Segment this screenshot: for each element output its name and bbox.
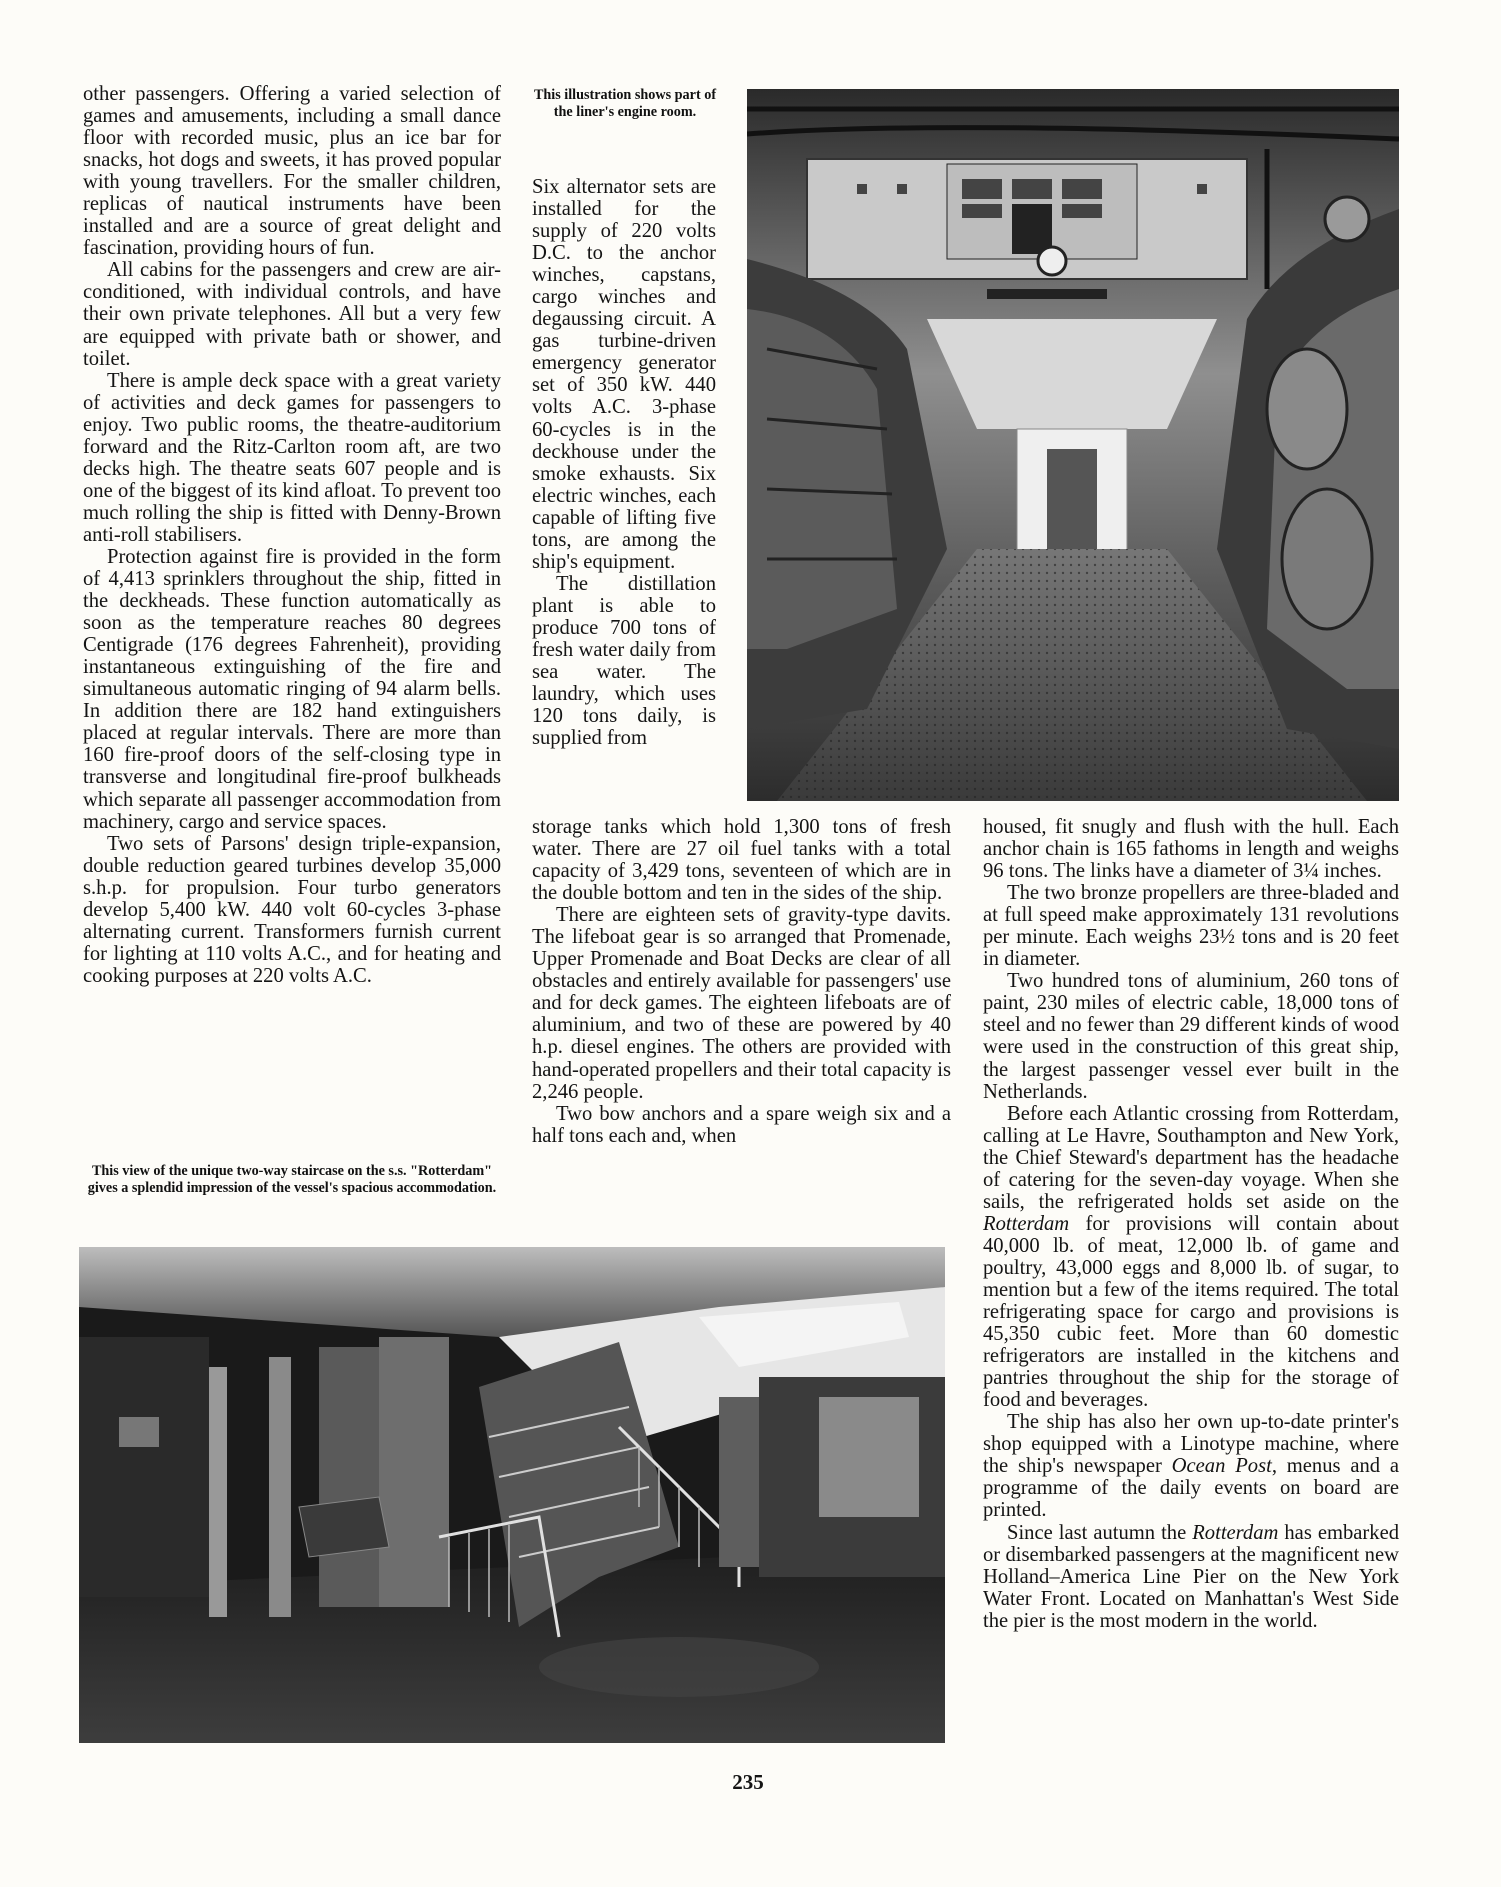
paragraph: The ship has also her own up-to-date printer's shop equipped with a Linotype machine, where the ship's newspaper Ocean Post, menus and a programme of the daily events on board are printed. (983, 1411, 1399, 1522)
paragraph: The two bronze propellers are three-bladed and at full speed make approximately 131 revolutions per minute. Each weighs 23½ tons and is 20 feet in diameter. (983, 882, 1399, 971)
paragraph: Six alternator sets are installed for the supply of 220 volts D.C. to the anchor winches, capstans, cargo winches and degaussing circuit. A gas turbine-driven emergency generator set of 350 kW. 440 volts A.C. 3-phase 60-cycles is in the deckhouse under the smoke exhausts. Six electric winches, each capable of lifting five tons, are among the ship's equipment. (532, 176, 716, 573)
column-2-wide (532, 816, 951, 1147)
paragraph: The distillation plant is able to produce 700 tons of fresh water daily from sea water. The laundry, which uses 120 tons daily, is supplied from (532, 572, 716, 750)
paragraph: Before each Atlantic crossing from Rotterdam, calling at Le Havre, Southampton and New York, the Chief Steward's department has the headache of catering for the seven-day voyage. When she sails, the refrigerated holds set aside on the Rotterdam for provisions will contain about 40,000 lb. of meat, 12,000 lb. of game and poultry, 43,000 eggs and 8,000 lb. of sugar, to mention but a few of the items required. The total refrigerating space for cargo and provisions is 45,350 cubic feet. More than 60 domestic refrigerators are installed in the kitchens and pantries throughout the ship for the storage of food and beverages. (983, 1102, 1399, 1412)
paragraph: There is ample deck space with a great variety of activities and deck games for passengers to enjoy. Two public rooms, the theatre-auditorium forward and the Ritz-Carlton room aft, are two decks high. The theatre seats 607 people and is one of the biggest of its kind afloat. To prevent too much rolling the ship is fitted with Denny-Brown anti-roll stabilisers. (83, 369, 501, 546)
column-3 (983, 816, 1399, 1632)
staircase-caption: This view of the unique two-way staircase on the s.s. "Rotterdam" gives a splendid impression of the vessel's spacious accommodation. (87, 1163, 497, 1196)
paragraph: Protection against fire is provided in the form of 4,413 sprinklers throughout the ship, fitted in the deckheads. These function automatically as soon as the temperature reaches 80 degrees Centigrade (176 degrees Fahrenheit), providing instantaneous extinguishing of the fire and simultaneous automatic ringing of 94 alarm bells. In addition there are 182 hand extinguishers placed at regular intervals. There are more than 160 fire-proof doors of the self-closing type in transverse and longitudinal fire-proof bulkheads which separate all passenger accommodation from machinery, cargo and service spaces. (83, 545, 501, 833)
paragraph: All cabins for the passengers and crew are air-conditioned, with individual controls, and have their own private telephones. All but a very few are equipped with private bath or shower, and toilet. (83, 259, 501, 370)
engine-room-photo (747, 89, 1399, 801)
engine-room-caption: This illustration shows part of the liner's engine room. (533, 87, 717, 120)
paragraph: Two hundred tons of aluminium, 260 tons of paint, 230 miles of electric cable, 18,000 tons of steel and no fewer than 29 different kinds of wood were used in the construction of this great ship, the largest passenger vessel ever built in the Netherlands. (983, 970, 1399, 1103)
paragraph: other passengers. Offering a varied selection of games and amusements, including a small dance floor with recorded music, plus an ice bar for snacks, hot dogs and sweets, it has proved popular with young travellers. For the smaller children, replicas of nautical instruments have been installed and are a source of great delight and fascination, providing hours of fun. (83, 83, 501, 260)
paragraph: There are eighteen sets of gravity-type davits. The lifeboat gear is so arranged that Promenade, Upper Promenade and Boat Decks are clear of all obstacles and entirely available for passengers' use and for deck games. The eighteen lifeboats are of aluminium, and two of these are powered by 40 h.p. diesel engines. The others are provided with hand-operated propellers and their total capacity is 2,246 people. (532, 904, 951, 1103)
staircase-photo (79, 1247, 945, 1743)
column-2-narrow (532, 176, 716, 749)
paragraph: Two sets of Parsons' design triple-expansion, double reduction geared turbines develop 35,000 s.h.p. for propulsion. Four turbo generators develop 5,400 kW. 440 volt 60-cycles 3-phase alternating current. Transformers furnish current for lighting at 110 volts A.C., and for heating and cooking purposes at 220 volts A.C. (83, 832, 501, 987)
paragraph: housed, fit snugly and flush with the hull. Each anchor chain is 165 fathoms in length and weighs 96 tons. The links have a diameter of 3¼ inches. (983, 816, 1399, 883)
page-number: 235 (732, 1770, 764, 1794)
paragraph: Since last autumn the Rotterdam has embarked or disembarked passengers at the magnificent new Holland–America Line Pier on the New York Water Front. Located on Manhattan's West Side the pier is the most modern in the world. (983, 1521, 1400, 1632)
paragraph: Two bow anchors and a spare weigh six and a half tons each and, when (532, 1102, 951, 1147)
column-1 (83, 83, 501, 987)
paragraph: storage tanks which hold 1,300 tons of fresh water. There are 27 oil fuel tanks with a total capacity of 3,429 tons, seventeen of which are in the double bottom and ten in the sides of the ship. (532, 816, 951, 905)
